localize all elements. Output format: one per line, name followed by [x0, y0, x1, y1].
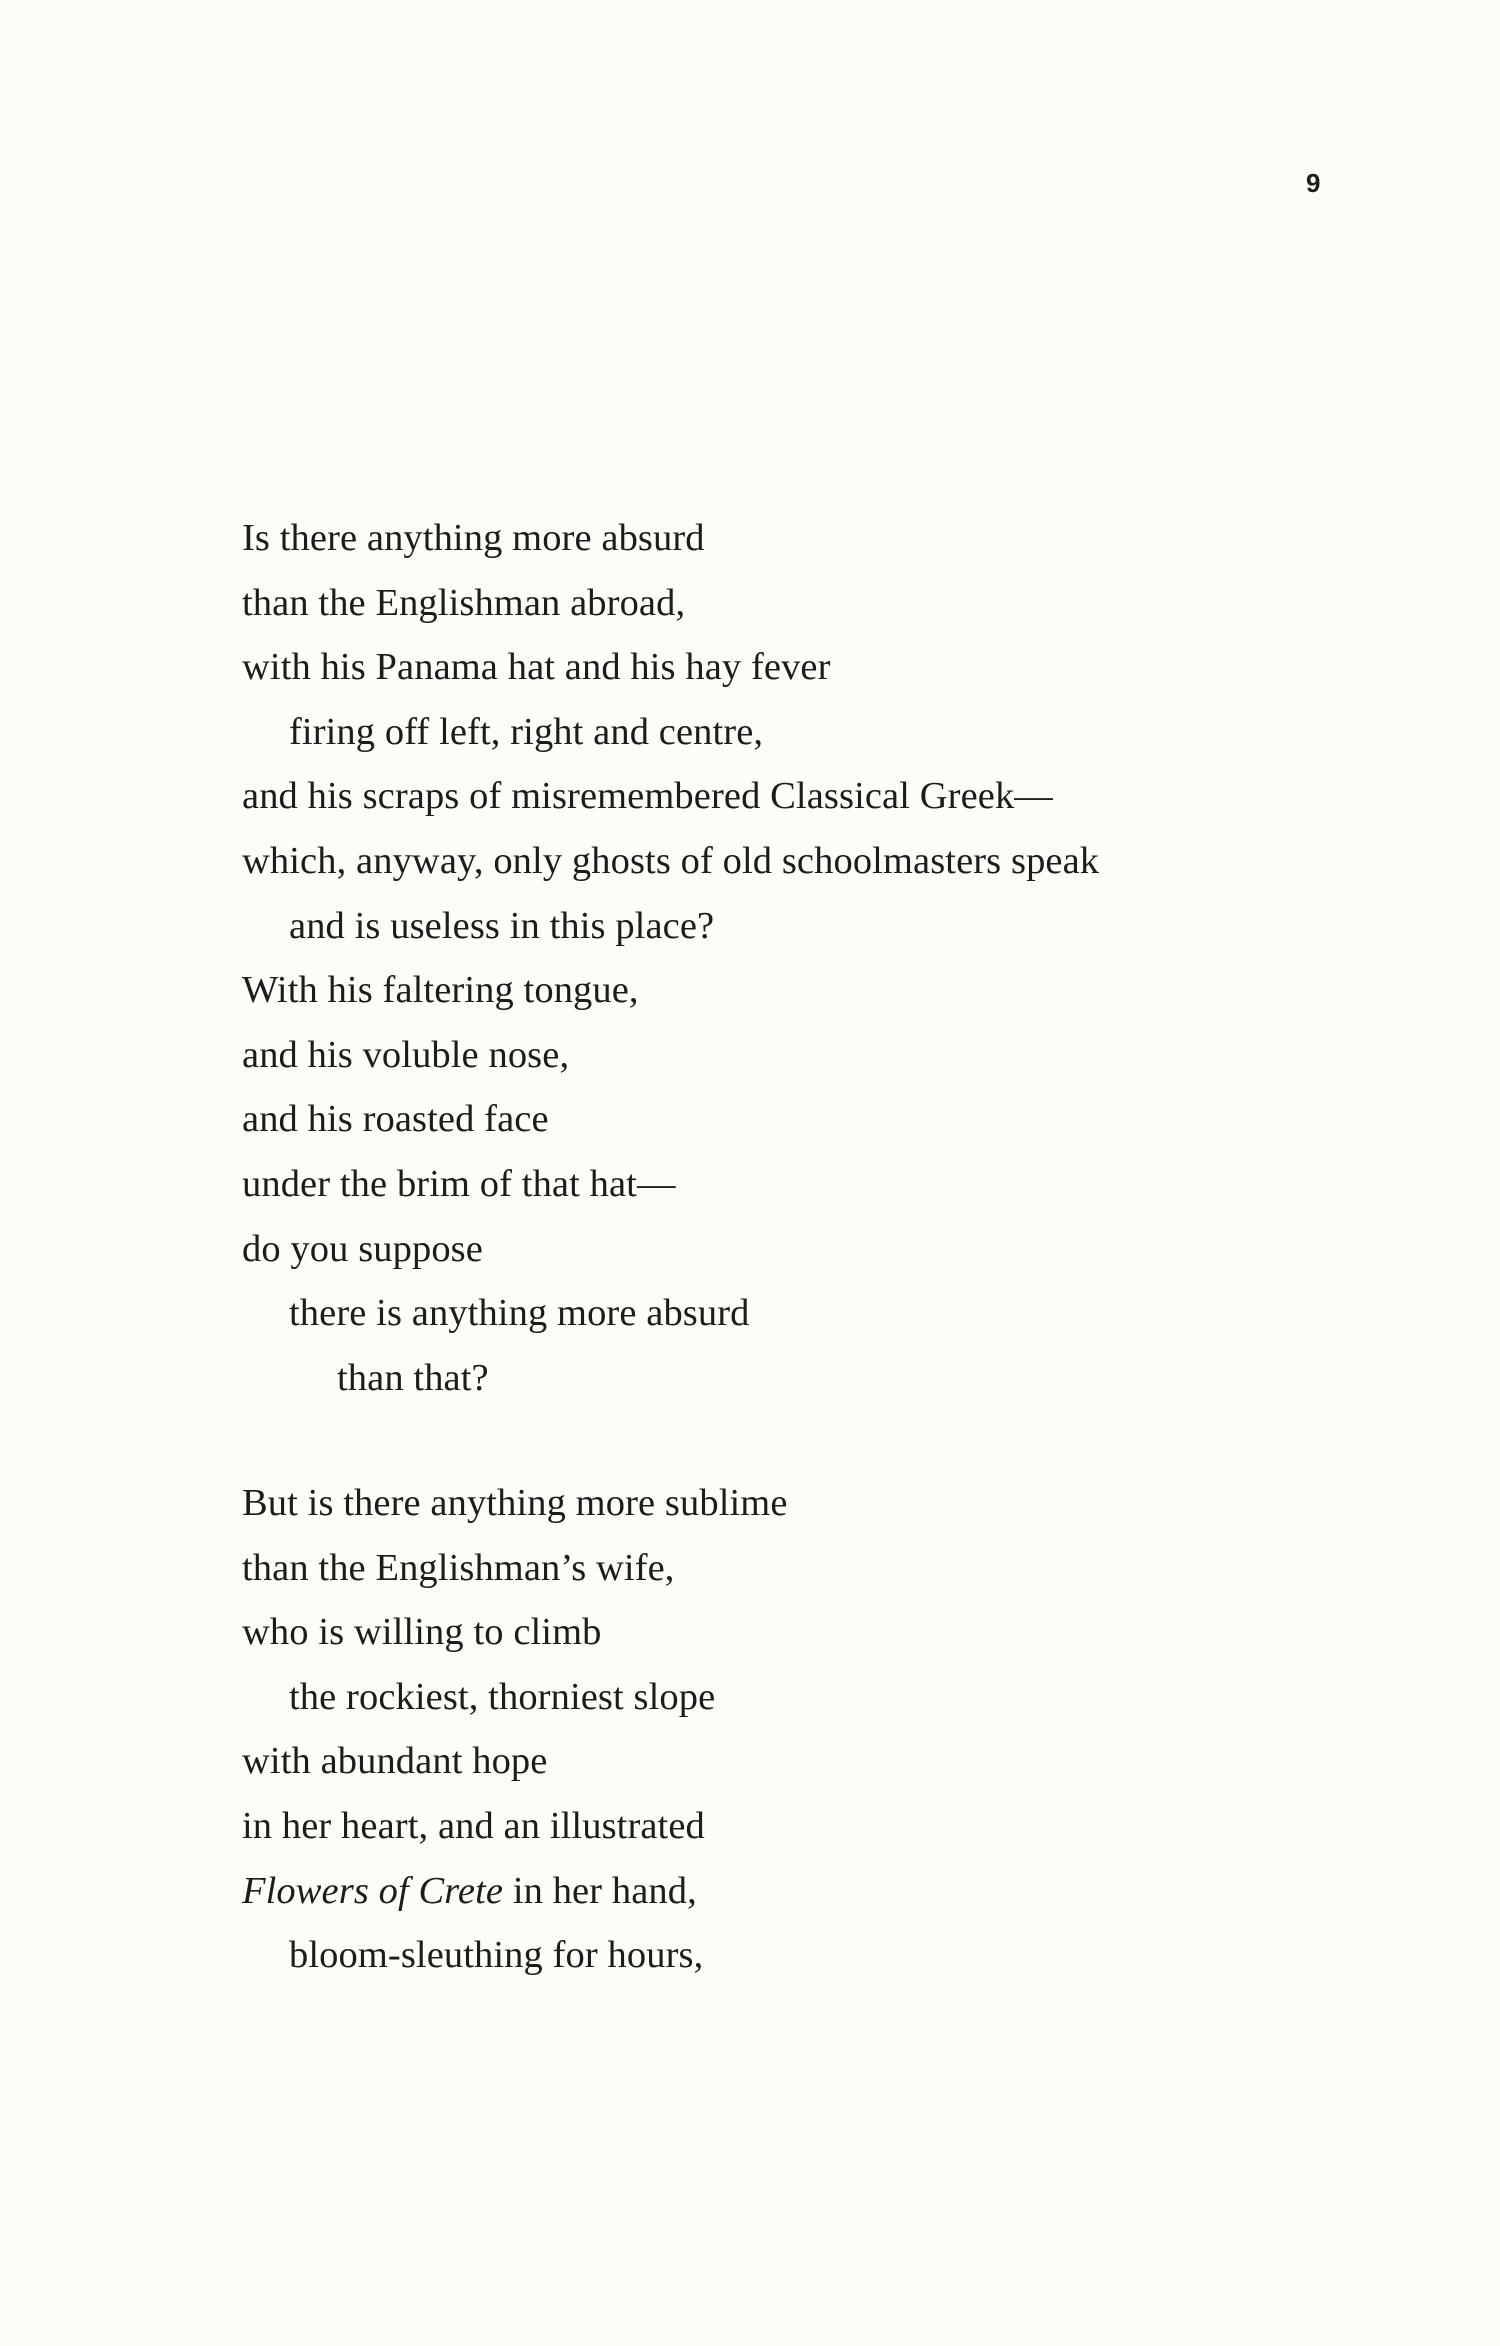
poem-line: under the brim of that hat—: [242, 1162, 676, 1205]
stanza-2: [242, 1471, 1402, 1988]
poem-line: But is there anything more sublime: [242, 1482, 788, 1524]
poem-line: and his roasted face: [242, 1098, 549, 1141]
poem-line: and his voluble nose,: [242, 1033, 570, 1076]
poem-line: Is there anything more absurd: [242, 517, 705, 559]
poem-line: than that?: [337, 1356, 489, 1399]
page-number: 9: [1306, 168, 1321, 198]
poem-line: with abundant hope: [242, 1740, 548, 1783]
line-remainder: in her hand,: [503, 1869, 697, 1912]
poem-line: which, anyway, only ghosts of old schoolmasters speak: [242, 839, 1100, 882]
poem-line: than the Englishman abroad,: [242, 581, 686, 624]
poem-line: With his faltering tongue,: [242, 969, 639, 1012]
book-title: Flowers of Crete: [242, 1869, 504, 1912]
poem-line: firing off left, right and centre,: [289, 710, 764, 753]
poem-line: with his Panama hat and his hay fever: [242, 646, 831, 689]
poem-line: there is anything more absurd: [289, 1292, 750, 1335]
poem-line: bloom-sleuthing for hours,: [289, 1934, 704, 1977]
stanza-1: [242, 506, 1402, 1410]
poem-line: [242, 1859, 1402, 1924]
poem-line: do you suppose: [242, 1227, 483, 1270]
poem-line: who is willing to climb: [242, 1611, 602, 1654]
poem-line: the rockiest, thorniest slope: [289, 1675, 716, 1718]
poem-line: and his scraps of misremembered Classical Greek—: [242, 775, 1053, 818]
poem-line: in her heart, and an illustrated: [242, 1804, 705, 1847]
poem-line: and is useless in this place?: [289, 904, 715, 947]
poem-line: than the Englishman’s wife,: [242, 1546, 675, 1589]
